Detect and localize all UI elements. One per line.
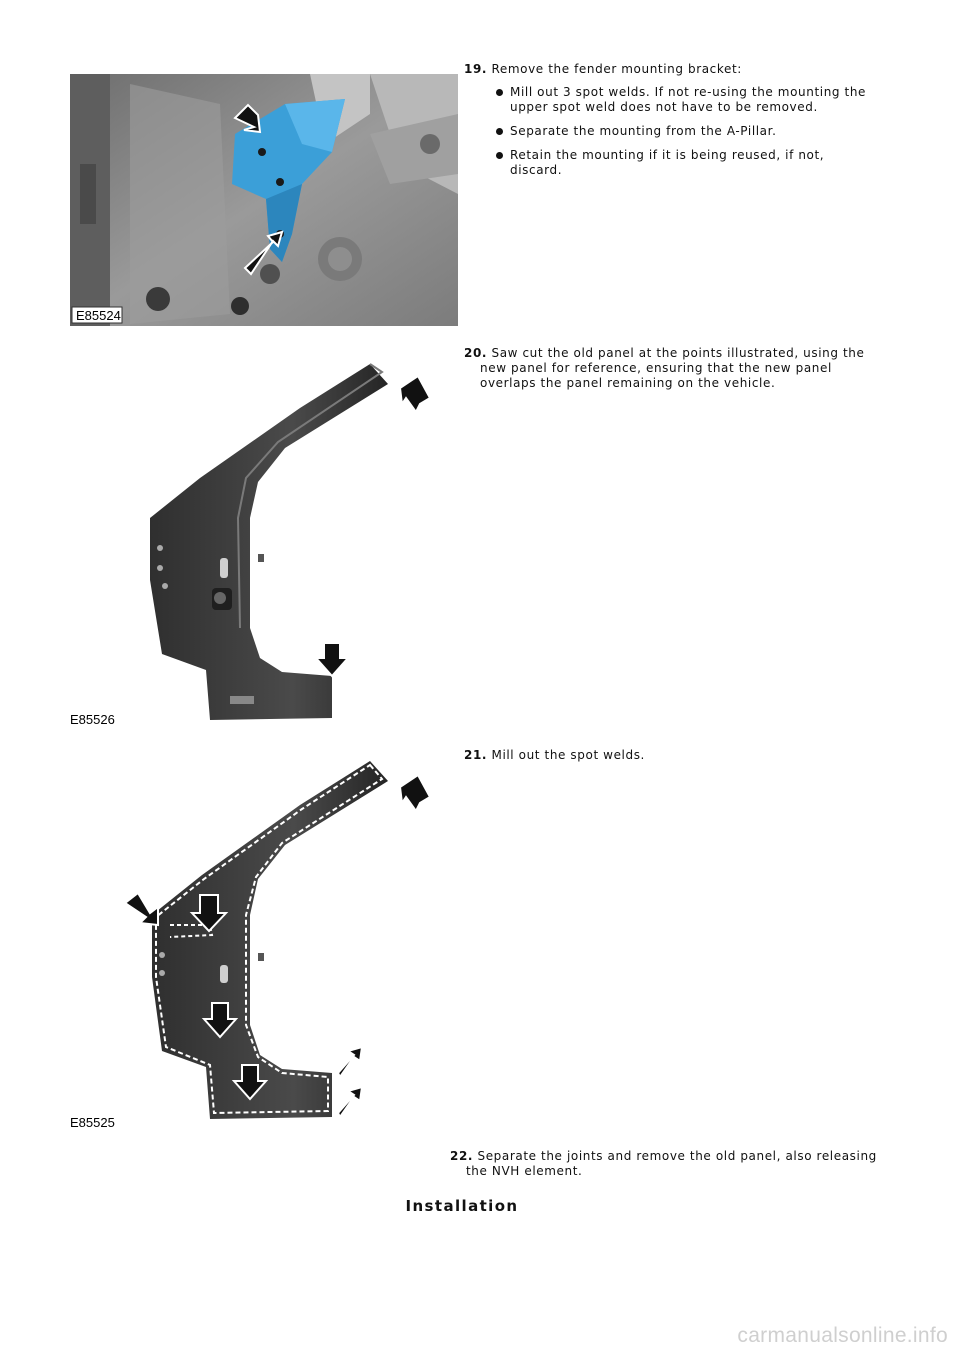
- step-20: 20. Saw cut the old panel at the points illustrated, using the new panel for reference, ensuring that the new panel overlaps the panel remaining on the vehicle.: [464, 346, 865, 390]
- figure-label: E85526: [70, 712, 115, 727]
- section-heading: Installation: [405, 1197, 519, 1215]
- bullet-icon: [496, 89, 503, 96]
- figure-e85526: [70, 358, 440, 730]
- bullet-item: Mill out 3 spot welds. If not re-using the mounting the upper spot weld does not have to be removed.: [464, 85, 914, 115]
- arrow-icon: [338, 1087, 362, 1117]
- step-number: 19.: [464, 62, 488, 76]
- watermark: carmanualsonline.info: [737, 1324, 948, 1347]
- figure-e85524: [70, 74, 458, 326]
- arrow-icon: [338, 1047, 362, 1077]
- step-21: 21. Mill out the spot welds.: [464, 748, 645, 762]
- bullet-list: [464, 85, 914, 178]
- figure-label: E85525: [70, 1115, 115, 1130]
- bracket-photo: [70, 74, 458, 326]
- a-pillar-diagram: [70, 358, 440, 730]
- step-text: [464, 62, 914, 77]
- step-19: [464, 62, 914, 187]
- step-number: 21.: [464, 748, 488, 762]
- figure-label: E85524: [76, 308, 121, 323]
- bullet-item: Retain the mounting if it is being reused, if not, discard.: [464, 148, 914, 178]
- step-22: 22. Separate the joints and remove the old panel, also releasing the NVH element.: [450, 1149, 877, 1178]
- spot-weld-diagram: [70, 755, 440, 1133]
- arrow-icon: [316, 643, 348, 676]
- bullet-item: Separate the mounting from the A-Pillar.: [464, 124, 914, 139]
- step-number: 22.: [450, 1149, 474, 1163]
- arrow-icon: [125, 893, 158, 925]
- bullet-icon: [496, 128, 503, 135]
- arrow-icon: [400, 376, 430, 412]
- step-number: 20.: [464, 346, 488, 360]
- step-instruction: Remove the fender mounting bracket:: [491, 62, 742, 76]
- figure-e85525: [70, 755, 440, 1133]
- bullet-icon: [496, 152, 503, 159]
- arrow-icon: [400, 775, 430, 811]
